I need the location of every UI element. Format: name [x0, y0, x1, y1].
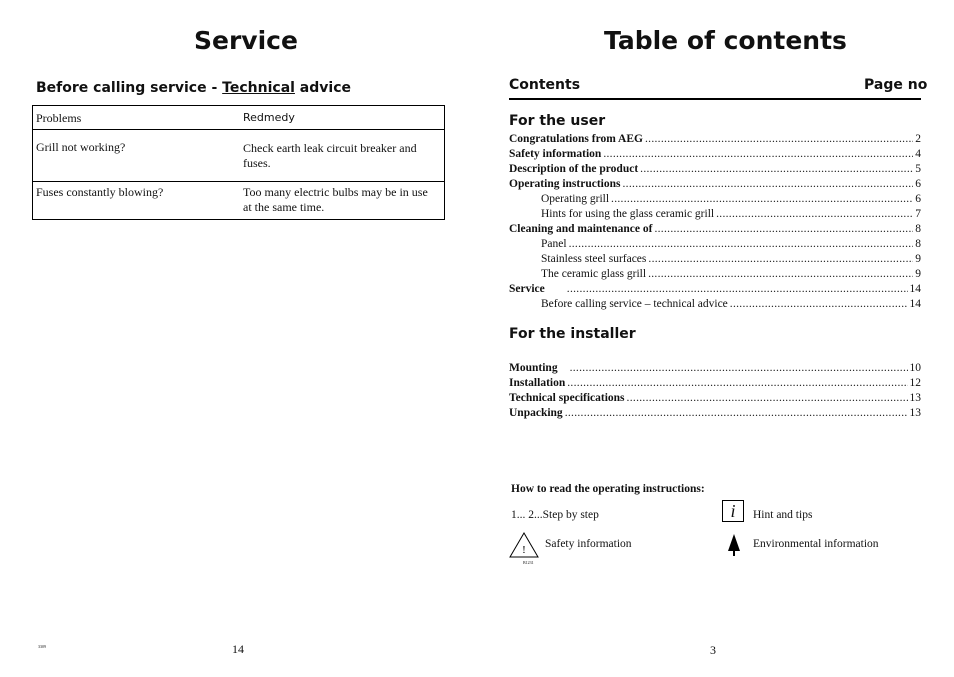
toc-entry-label: Cleaning and maintenance of: [509, 223, 653, 235]
tree-icon: [728, 534, 740, 556]
table-row: [33, 129, 444, 181]
toc-entry-page: 8: [915, 223, 921, 235]
service-page-title: Service: [194, 26, 298, 55]
toc-entry-label: Operating grill: [541, 193, 610, 205]
step-by-step-legend: 1... 2...Step by step: [511, 509, 599, 521]
toc-leader-dots: [569, 237, 914, 252]
toc-leader-dots: [654, 222, 913, 237]
heading-text-underlined: Technical: [222, 80, 295, 96]
toc-entry-page: 5: [915, 163, 921, 175]
toc-page-title: Table of contents: [604, 26, 847, 55]
problem-cell: Grill not working?: [36, 140, 126, 154]
toc-entry-label: Operating instructions: [509, 178, 621, 190]
contents-column-header: Contents: [509, 77, 581, 93]
toc-leader-dots: [570, 361, 908, 376]
table-header-row: [33, 106, 444, 129]
toc-entry: [509, 282, 921, 297]
toc-entry-page: 7: [915, 208, 921, 220]
technical-advice-heading: [36, 80, 351, 96]
right-page-number: 3: [710, 643, 716, 657]
toc-entry-label: Mounting: [509, 362, 558, 374]
safety-information-legend: Safety information: [545, 538, 632, 550]
toc-entry: [509, 147, 921, 162]
user-section-heading: For the user: [509, 113, 606, 129]
toc-leader-dots: [716, 207, 913, 222]
left-page-number: 14: [232, 642, 244, 656]
toc-leader-dots: [603, 147, 913, 162]
toc-entry: [541, 297, 921, 312]
environmental-information-legend: Environmental information: [753, 538, 879, 550]
toc-leader-dots: [648, 267, 913, 282]
toc-entry-label: Safety information: [509, 148, 602, 160]
toc-entry-label: The ceramic glass grill: [541, 268, 647, 280]
toc-entry: [541, 192, 921, 207]
toc-leader-dots: [567, 376, 907, 391]
toc-entry-page: 4: [915, 148, 921, 160]
table-row: [33, 181, 444, 219]
howto-heading: How to read the operating instructions:: [511, 483, 705, 495]
toc-entry-label: Description of the product: [509, 163, 639, 175]
problem-cell: Fuses constantly blowing?: [36, 185, 164, 199]
toc-entry-page: 14: [909, 298, 921, 310]
toc-entry-page: 6: [915, 193, 921, 205]
toc-entry-page: 13: [909, 392, 921, 404]
toc-entry-label: Panel: [541, 238, 567, 250]
toc-entry-label: Service: [509, 283, 545, 295]
toc-entry: [541, 207, 921, 222]
toc-leader-dots: [623, 177, 914, 192]
heading-text-before: Before calling service -: [36, 80, 223, 96]
toc-leader-dots: [627, 391, 908, 406]
toc-leader-dots: [567, 282, 908, 297]
toc-entry: [509, 361, 921, 376]
toc-entry-label: Installation: [509, 377, 566, 389]
toc-entry: [509, 376, 921, 391]
toc-leader-dots: [645, 132, 913, 147]
remedy-cell: Check earth leak circuit breaker and fuses.: [243, 141, 417, 170]
toc-leader-dots: [611, 192, 913, 207]
toc-entry-label: Technical specifications: [509, 392, 625, 404]
toc-entry: [509, 222, 921, 237]
toc-entry-page: 8: [915, 238, 921, 250]
toc-entry: [541, 237, 921, 252]
column-header-problems: Problems: [36, 111, 82, 125]
toc-entry: [509, 391, 921, 406]
toc-leader-dots: [565, 406, 908, 421]
toc-entry-page: 10: [909, 362, 921, 374]
toc-entry: [509, 132, 921, 147]
toc-entry-page: 2: [915, 133, 921, 145]
toc-entry: [509, 406, 921, 421]
safety-icon-code: B1231: [523, 560, 534, 565]
heading-text-after: advice: [294, 80, 351, 96]
toc-entry-page: 9: [915, 268, 921, 280]
toc-entry: [509, 177, 921, 192]
toc-leader-dots: [648, 252, 913, 267]
toc-entry: [541, 267, 921, 282]
toc-entry-label: Congratulations from AEG: [509, 133, 643, 145]
troubleshooting-table: [32, 105, 445, 220]
toc-entry-page: 6: [915, 178, 921, 190]
remedy-cell: Too many electric bulbs may be in use at the same time.: [243, 185, 428, 214]
page-no-column-header: Page no: [864, 77, 928, 93]
installer-section-heading: For the installer: [509, 326, 636, 342]
warning-mark: !: [522, 544, 526, 556]
toc-entry-label: Before calling service – technical advice: [541, 298, 728, 310]
warning-triangle-icon: [508, 531, 540, 559]
header-divider: [509, 98, 921, 100]
toc-entry-page: 14: [909, 283, 921, 295]
hint-tips-legend: Hint and tips: [753, 509, 813, 521]
toc-leader-dots: [730, 297, 908, 312]
footer-code: 3309: [38, 644, 46, 649]
toc-entry-page: 9: [915, 253, 921, 265]
column-header-remedy: Redmedy: [243, 111, 295, 124]
toc-entry-page: 13: [909, 407, 921, 419]
toc-entry: [509, 162, 921, 177]
toc-entry-label: Hints for using the glass ceramic grill: [541, 208, 715, 220]
toc-entry-label: Unpacking: [509, 407, 563, 419]
toc-leader-dots: [640, 162, 913, 177]
toc-entry-page: 12: [909, 377, 921, 389]
info-icon: i: [722, 500, 744, 522]
toc-entry: [541, 252, 921, 267]
toc-entry-label: Stainless steel surfaces: [541, 253, 647, 265]
